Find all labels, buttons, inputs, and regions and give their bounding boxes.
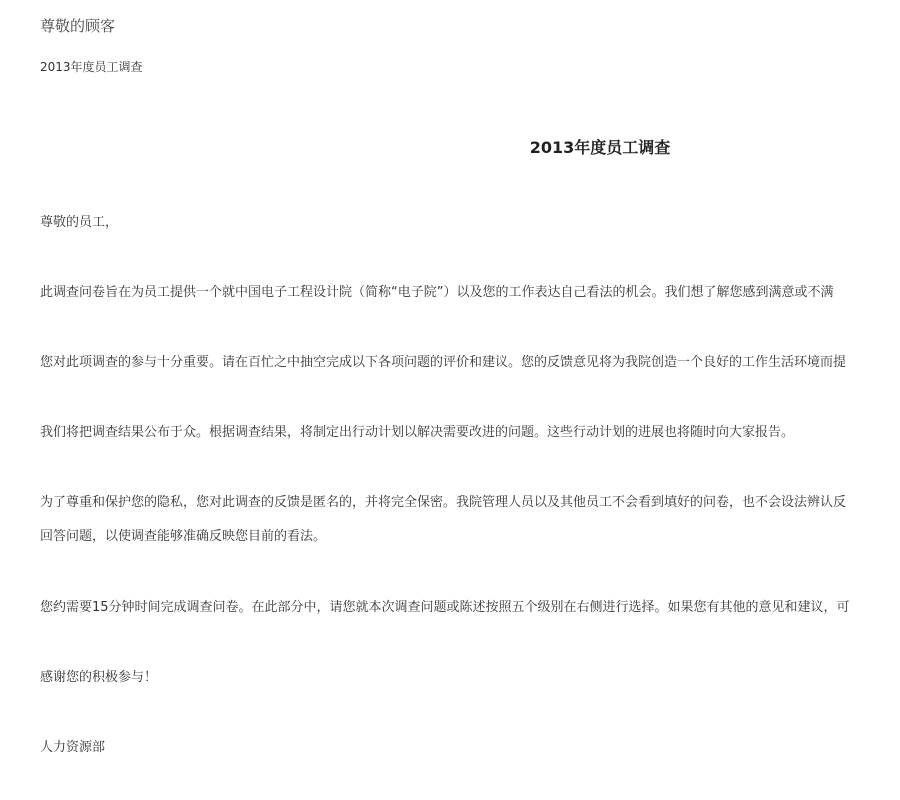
salutation: 尊敬的员工， — [40, 215, 119, 230]
paragraph-privacy-line-1: 为了尊重和保护您的隐私，您对此调查的反馈是匿名的，并将完全保密。我院管理人员以及其他员工不会看到填好的问卷，也不会设法辨认反 — [40, 495, 847, 510]
greeting-heading: 尊敬的顾客 — [40, 17, 116, 35]
paragraph-privacy-line-2: 回答问题，以使调查能够准确反映您目前的看法。 — [40, 529, 327, 544]
survey-subtitle: 2013年度员工调查 — [40, 60, 143, 74]
paragraph-purpose: 此调查问卷旨在为员工提供一个就中国电子工程设计院（简称“电子院”）以及您的工作表达自己看法的机会。我们想了解您感到满意或不满 — [40, 285, 834, 300]
paragraph-results: 我们将把调查结果公布于众。根据调查结果，将制定出行动计划以解决需要改进的问题。这些行动计划的进展也将随时向大家报告。 — [40, 425, 795, 440]
paragraph-privacy — [40, 486, 846, 554]
signature: 人力资源部 — [40, 740, 106, 755]
page-title: 2013年度员工调查 — [529, 138, 671, 157]
paragraph-thanks: 感谢您的积极参与！ — [40, 670, 158, 685]
paragraph-importance: 您对此项调查的参与十分重要。请在百忙之中抽空完成以下各项问题的评价和建议。您的反馈意见将为我院创造一个良好的工作生活环境而提 — [40, 355, 847, 370]
paragraph-duration: 您约需要15分钟时间完成调查问卷。在此部分中，请您就本次调查问题或陈述按照五个级别在右侧进行选择。如果您有其他的意见和建议，可 — [40, 600, 850, 615]
